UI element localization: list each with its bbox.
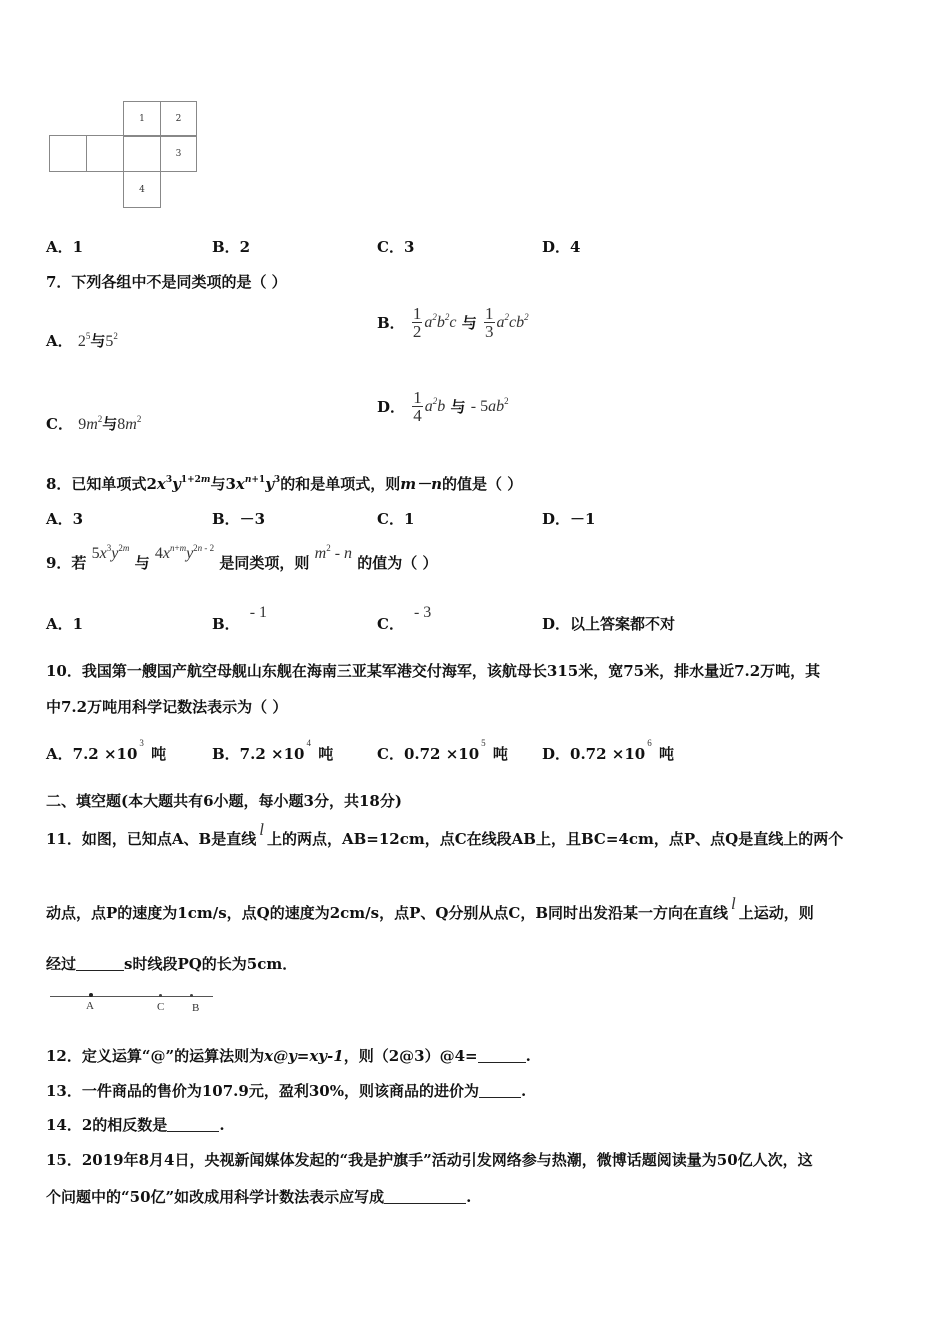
q7-stem: 7．下列各组中不是同类项的是（ ） xyxy=(46,273,287,291)
net-cell-3: 3 xyxy=(160,135,197,172)
section-title: 二、填空题(本大题共有6小题，每小题3分，共18分) xyxy=(46,792,402,810)
q8-option-b: B．－3 xyxy=(212,510,266,528)
q6-option-a: A．1 xyxy=(46,238,84,256)
answer-blank[interactable] xyxy=(384,1189,466,1204)
q8-option-c: C．1 xyxy=(377,510,415,528)
answer-blank[interactable] xyxy=(76,956,124,971)
q8-option-d: D．－1 xyxy=(542,510,596,528)
q12: 12．定义运算“@”的运算法则为x@y=xy-1，则（2@3）@4= . xyxy=(46,1047,531,1065)
net-cell xyxy=(49,135,87,172)
q8-stem: 8．已知单项式$2x^3y^{1+2m}$与$3x^{n+1}y^3$的和是单项式，则m－n的值是（ ） xyxy=(46,475,523,493)
q9-option-a: A．1 xyxy=(46,615,84,633)
point-b-label: B xyxy=(192,1002,200,1014)
q15-line2: 个问题中的“50亿”如改成用科学计数法表示应写成 . xyxy=(46,1188,472,1206)
net-cell-2: 2 xyxy=(160,101,197,137)
answer-blank[interactable] xyxy=(479,1083,521,1098)
q6-option-d: D．4 xyxy=(542,238,581,256)
q9-stem: 9．若 $5x^3y^{2m}$ 与 $4x^{n+m}y^{2n - 2}$ 是同类项，则 $m^2$ - n 的值为（ ） xyxy=(46,543,438,572)
q10-option-b: B．$7.2 \times 10^4$ 吨 xyxy=(212,738,334,763)
net-cell xyxy=(86,135,124,172)
q14: 14．2的相反数是 . xyxy=(46,1116,225,1134)
q11-line1: 11．如图，已知点A、B是直线 l 上的两点，AB=12cm，点C在线段AB上，且BC=4cm，点P、点Q是直线上的两个 xyxy=(46,820,844,848)
answer-blank[interactable] xyxy=(478,1048,526,1063)
q9-option-c: C．- 3 xyxy=(377,604,432,633)
q10-stem-line1: 10．我国第一艘国产航空母舰山东舰在海南三亚某军港交付海军，该航母长315米，宽75米，排水量近7.2万吨，其 xyxy=(46,662,821,680)
net-cell-4: 4 xyxy=(123,171,161,208)
q8-option-a: A．3 xyxy=(46,510,84,528)
point-a-label: A xyxy=(86,1000,94,1012)
point-b-dot xyxy=(190,994,193,997)
q6-option-c: C．3 xyxy=(377,238,415,256)
point-c-dot xyxy=(159,994,162,997)
q15-line1: 15．2019年8月4日，央视新闻媒体发起的“我是护旗手”活动引发网络参与热潮，微博话题阅读量为50亿人次，这 xyxy=(46,1151,813,1169)
q7-option-b: B． $\frac{1}{2}$ $a^2b^2c$ 与 $\frac{1}{3}$ $a^2cb^2$ xyxy=(377,304,529,341)
q6-option-b: B．2 xyxy=(212,238,251,256)
q10-stem-line2: 中7.2万吨用科学记数法表示为（ ） xyxy=(46,698,288,716)
q7-option-d: D． $\frac{1}{4}$ $a^2b$ 与 - $5ab^2$ xyxy=(377,388,509,425)
q9-option-b: B．- 1 xyxy=(212,604,268,633)
point-c-label: C xyxy=(157,1001,165,1013)
net-cell xyxy=(123,135,161,172)
point-a-dot xyxy=(89,993,93,997)
q13: 13．一件商品的售价为107.9元，盈利30%，则该商品的进价为 . xyxy=(46,1082,527,1100)
q10-option-a: A．$7.2 \times 10^3$ 吨 xyxy=(46,738,167,763)
q11-line3: 经过 s时线段PQ的长为5cm． xyxy=(46,955,298,973)
q10-option-d: D．$0.72 \times 10^6$ 吨 xyxy=(542,738,674,763)
q11-line2: 动点，点P的速度为1cm/s，点Q的速度为2cm/s，点P、Q分别从点C，B同时出发沿某一方向在直线 l 上运动，则 xyxy=(46,894,814,922)
q9-option-d: D．以上答案都不对 xyxy=(542,615,676,633)
answer-blank[interactable] xyxy=(167,1117,219,1132)
q7-option-c: C． $9m^2$与$8m^2$ xyxy=(46,414,142,433)
segment-line xyxy=(50,996,213,997)
q7-option-a: A． $2^5$与$5^2$ xyxy=(46,331,118,350)
q10-option-c: C．$0.72 \times 10^5$ 吨 xyxy=(377,738,508,763)
net-cell-1: 1 xyxy=(123,101,161,137)
